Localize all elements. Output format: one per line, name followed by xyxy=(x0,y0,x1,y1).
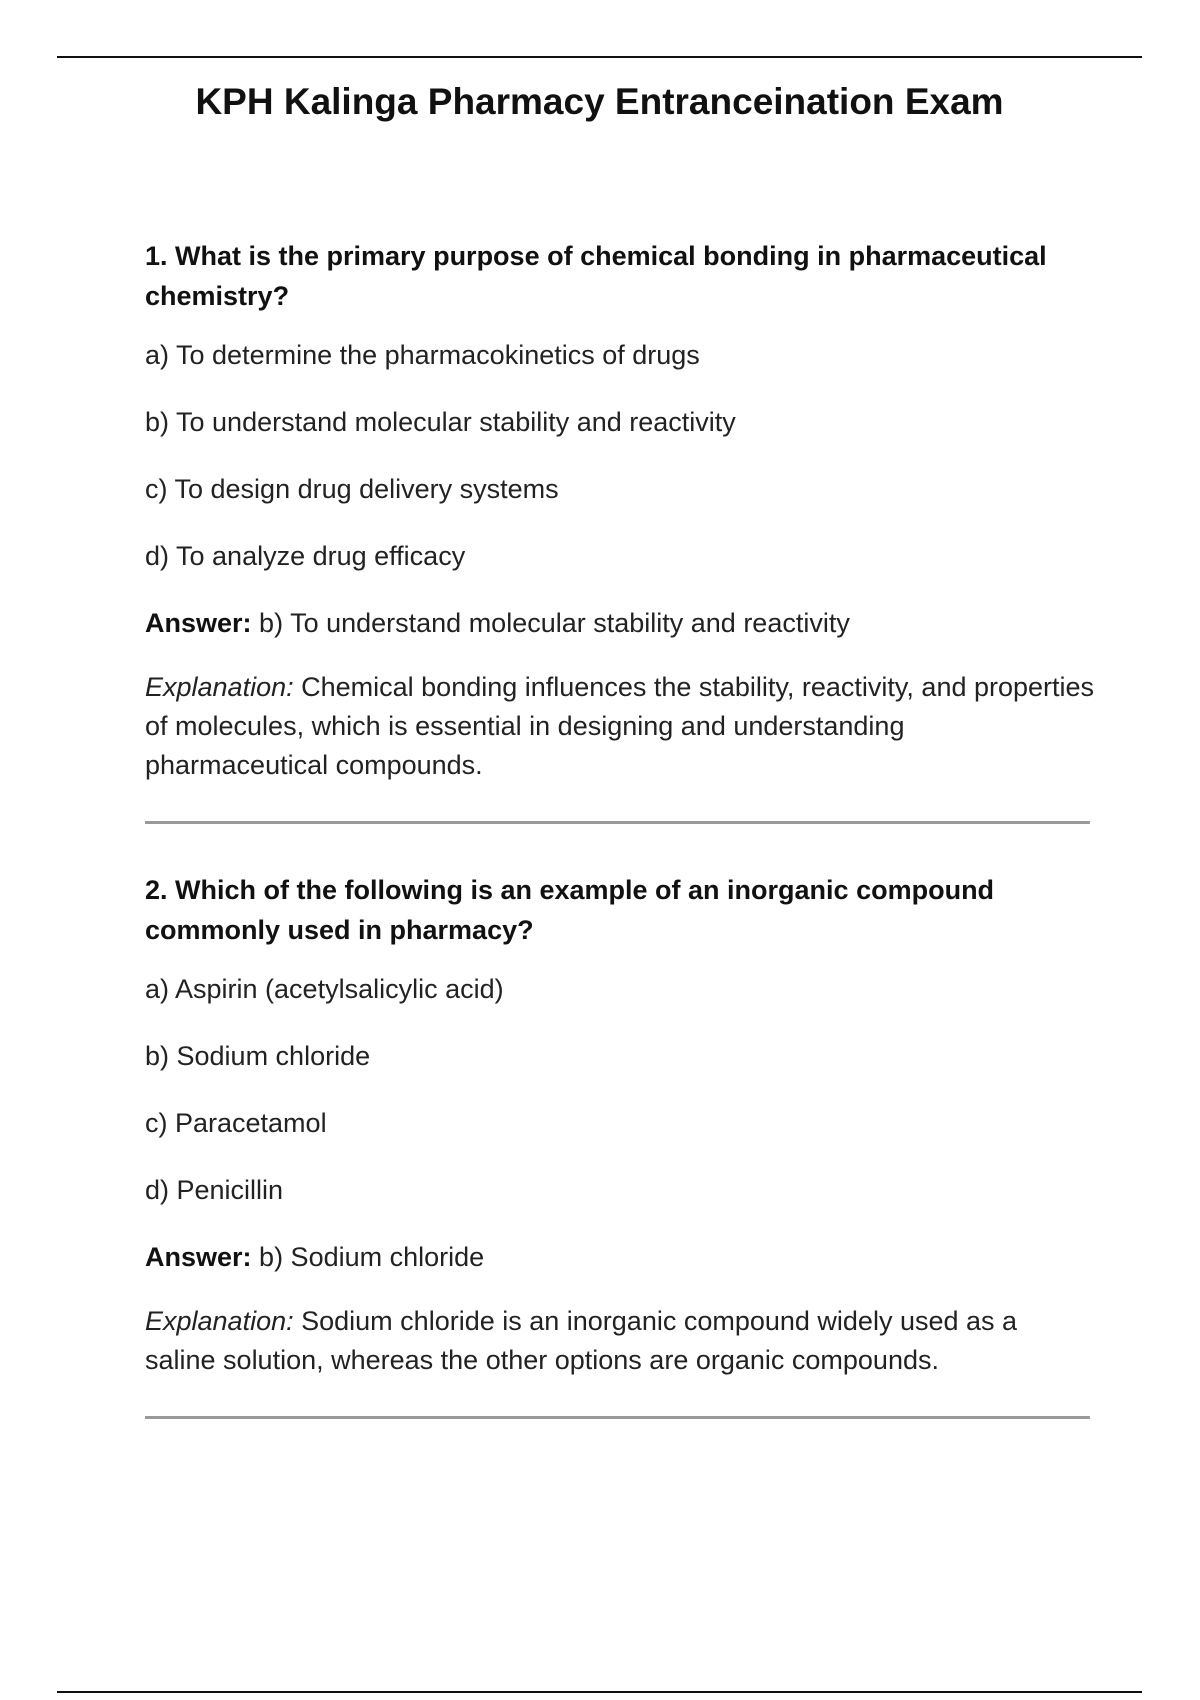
question-divider xyxy=(145,821,1090,824)
option-b: b) To understand molecular stability and reactivity xyxy=(145,407,736,437)
top-rule xyxy=(57,56,1142,58)
document-title: KPH Kalinga Pharmacy Entranceination Exam xyxy=(195,81,1004,122)
answer-label: Answer: xyxy=(145,608,252,638)
explanation xyxy=(145,1302,1095,1380)
explanation xyxy=(145,668,1095,785)
option-c: c) To design drug delivery systems xyxy=(145,474,559,504)
option-d: d) To analyze drug efficacy xyxy=(145,541,466,571)
answer-line xyxy=(145,604,1095,642)
explanation-text: Chemical bonding influences the stability, reactivity, and properties of molecules, which is essential in designing and understanding pharmaceutical compounds. xyxy=(145,672,1095,780)
question-text: 2. Which of the following is an example of an inorganic compound commonly used in pharmacy? xyxy=(145,875,995,945)
question-list xyxy=(145,236,1095,1419)
answer-line xyxy=(145,1238,1095,1276)
answer-label: Answer: xyxy=(145,1242,252,1272)
explanation-label: Explanation: xyxy=(145,672,294,702)
option-a: a) Aspirin (acetylsalicylic acid) xyxy=(145,974,504,1004)
explanation-text: Sodium chloride is an inorganic compound widely used as a saline solution, whereas the other options are organic compounds. xyxy=(145,1306,1018,1375)
question-block xyxy=(145,236,1095,824)
option-a: a) To determine the pharmacokinetics of drugs xyxy=(145,340,700,370)
question-block xyxy=(145,870,1095,1419)
explanation-label: Explanation: xyxy=(145,1306,294,1336)
option-b: b) Sodium chloride xyxy=(145,1041,371,1071)
answer-text: b) Sodium chloride xyxy=(259,1242,485,1272)
bottom-rule xyxy=(57,1691,1142,1693)
option-d: d) Penicillin xyxy=(145,1175,284,1205)
answer-text: b) To understand molecular stability and reactivity xyxy=(259,608,850,638)
option-c: c) Paracetamol xyxy=(145,1108,327,1138)
question-text: 1. What is the primary purpose of chemical bonding in pharmaceutical chemistry? xyxy=(145,241,1047,311)
question-divider xyxy=(145,1416,1090,1419)
